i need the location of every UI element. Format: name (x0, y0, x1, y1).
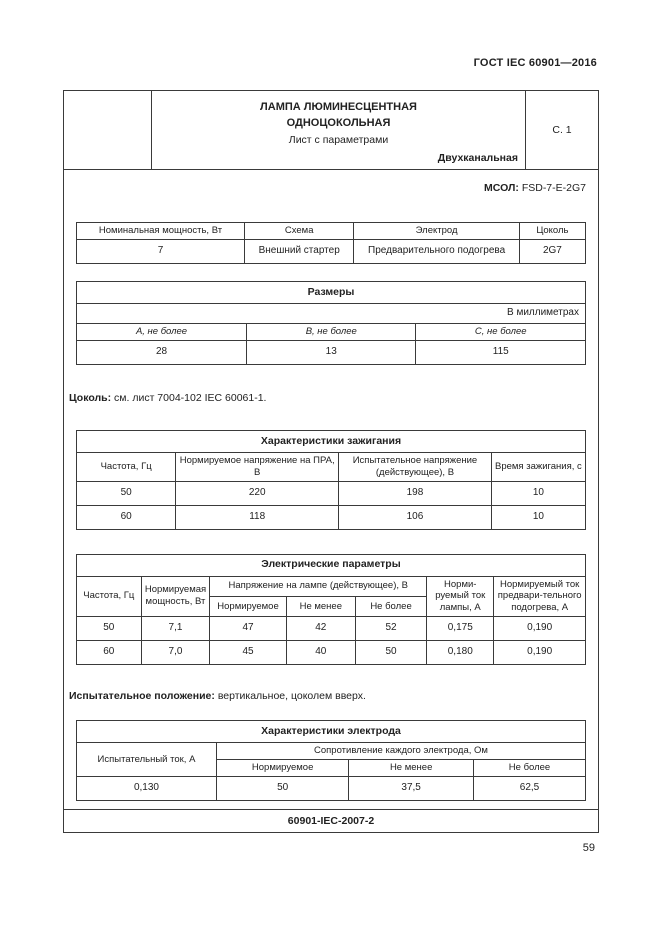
ignition-frequency-value: 50 (77, 481, 176, 505)
electrical-title: Электрические параметры (77, 554, 586, 576)
model-label: МСОЛ: (484, 182, 519, 194)
page-number: 59 (582, 842, 595, 854)
dimensions-col-c: C, не более (416, 323, 586, 340)
electrical-table (76, 554, 586, 666)
test-position-label: Испытательное положение: (69, 690, 215, 703)
electrode-col-resistance-group: Сопротивление каждого электрода, Ом (216, 743, 585, 760)
general-col-cap: Цоколь (519, 223, 585, 240)
dimensions-col-b: B, не более (247, 323, 416, 340)
electrode-test-current-value: 0,130 (77, 776, 217, 800)
sheet-number-cell (526, 91, 598, 169)
general-circuit-value: Внешний стартер (244, 239, 353, 263)
electrode-title-row (77, 721, 586, 743)
lamp-title-line1: ЛАМПА ЛЮМИНЕСЦЕНТНАЯ (260, 101, 417, 113)
general-cap-value: 2G7 (519, 239, 585, 263)
electrode-min-value: 37,5 (349, 776, 474, 800)
ignition-ballast-voltage-value: 220 (176, 481, 339, 505)
electrical-title-row (77, 554, 586, 576)
ignition-test-voltage-value: 106 (339, 505, 492, 529)
electrical-col-preheat-current: Нормируемый ток предвари-тельного подогрева, А (494, 576, 586, 617)
sheet-subtitle: Лист с параметрами (288, 133, 389, 146)
general-col-power: Номинальная мощность, Вт (77, 223, 245, 240)
general-data-row (77, 239, 586, 263)
dimensions-title: Размеры (77, 281, 586, 303)
model-line (64, 182, 598, 194)
base-note-label: Цоколь: (69, 391, 112, 404)
electrode-rated-value: 50 (216, 776, 348, 800)
dimensions-table (76, 281, 586, 365)
ignition-frequency-value: 60 (77, 505, 176, 529)
ignition-col-time: Время зажигания, с (491, 452, 585, 481)
channel-label: Двухканальная (437, 152, 518, 164)
sheet-number: С. 1 (552, 124, 572, 136)
electrical-col-voltage-rated: Нормируемое (210, 596, 286, 616)
footer-code: 60901-IEC-2007-2 (287, 815, 375, 827)
lamp-title-line2: ОДНОЦОКОЛЬНАЯ (286, 116, 391, 129)
title-block (64, 91, 598, 170)
general-col-electrode: Электрод (354, 223, 519, 240)
ignition-title-row (77, 430, 586, 452)
electrical-data-row (77, 641, 586, 665)
dimensions-b-value: 13 (247, 340, 416, 364)
dimensions-units-row (77, 303, 586, 323)
electrical-col-voltage-max: Не более (355, 596, 426, 616)
electrical-frequency-value: 60 (77, 641, 142, 665)
electrical-col-lamp-current: Норми-руемый ток лампы, А (427, 576, 494, 617)
ignition-col-ballast-voltage: Нормируемое напряжение на ПРА, В (176, 452, 339, 481)
test-position-note (64, 690, 598, 702)
dimensions-data-row (77, 340, 586, 364)
electrical-lamp-current-value: 0,180 (427, 641, 494, 665)
electrode-col-max: Не более (474, 760, 586, 777)
ignition-col-frequency: Частота, Гц (77, 452, 176, 481)
electrode-table (76, 720, 586, 801)
model-value: FSD-7-E-2G7 (521, 182, 586, 194)
general-col-circuit: Схема (244, 223, 353, 240)
electrical-voltage-rated-value: 47 (210, 617, 286, 641)
electrical-frequency-value: 50 (77, 617, 142, 641)
base-note-text: см. лист 7004-102 IEC 60061-1. (114, 391, 267, 404)
electrical-power-value: 7,0 (141, 641, 210, 665)
electrical-col-voltage-group: Напряжение на лампе (действующее), В (210, 576, 427, 596)
dimensions-title-row (77, 281, 586, 303)
ignition-table (76, 430, 586, 530)
electrical-voltage-rated-value: 45 (210, 641, 286, 665)
test-position-text: вертикальное, цоколем вверх. (217, 690, 366, 703)
dimensions-col-a: A, не более (77, 323, 247, 340)
title-block-empty-cell (64, 91, 152, 169)
ignition-time-value: 10 (491, 481, 585, 505)
ignition-header-row (77, 452, 586, 481)
electrical-header-row-1 (77, 576, 586, 596)
general-header-row (77, 223, 586, 240)
title-block-center-cell (152, 91, 526, 169)
electrode-header-row-1 (77, 743, 586, 760)
electrode-col-test-current: Испытательный ток, А (77, 743, 217, 777)
electrical-preheat-current-value: 0,190 (494, 617, 586, 641)
electrical-voltage-max-value: 50 (355, 641, 426, 665)
general-power-value: 7 (77, 239, 245, 263)
footer-bar (64, 809, 598, 832)
electrical-col-frequency: Частота, Гц (77, 576, 142, 617)
doc-reference: ГОСТ IEC 60901—2016 (473, 57, 597, 69)
content-frame (63, 90, 599, 833)
electrical-voltage-min-value: 40 (286, 641, 355, 665)
electrode-col-min: Не менее (349, 760, 474, 777)
dimensions-c-value: 115 (416, 340, 586, 364)
electrical-voltage-min-value: 42 (286, 617, 355, 641)
electrical-lamp-current-value: 0,175 (427, 617, 494, 641)
electrical-voltage-max-value: 52 (355, 617, 426, 641)
general-electrode-value: Предварительного подогрева (354, 239, 519, 263)
electrode-col-rated: Нормируемое (216, 760, 348, 777)
dimensions-units-note: В миллиметрах (77, 303, 586, 323)
electrical-preheat-current-value: 0,190 (494, 641, 586, 665)
electrode-title: Характеристики электрода (77, 721, 586, 743)
electrical-power-value: 7,1 (141, 617, 210, 641)
ignition-data-row (77, 505, 586, 529)
ignition-title: Характеристики зажигания (77, 430, 586, 452)
ignition-time-value: 10 (491, 505, 585, 529)
ignition-col-test-voltage: Испытательное напряжение (действующее), В (339, 452, 492, 481)
electrical-col-power: Нормируемая мощность, Вт (141, 576, 210, 617)
electrical-data-row (77, 617, 586, 641)
dimensions-a-value: 28 (77, 340, 247, 364)
ignition-data-row (77, 481, 586, 505)
base-note (64, 392, 598, 404)
electrical-col-voltage-min: Не менее (286, 596, 355, 616)
ignition-ballast-voltage-value: 118 (176, 505, 339, 529)
electrode-data-row (77, 776, 586, 800)
general-table (76, 222, 586, 264)
dimensions-header-row (77, 323, 586, 340)
electrode-max-value: 62,5 (474, 776, 586, 800)
ignition-test-voltage-value: 198 (339, 481, 492, 505)
